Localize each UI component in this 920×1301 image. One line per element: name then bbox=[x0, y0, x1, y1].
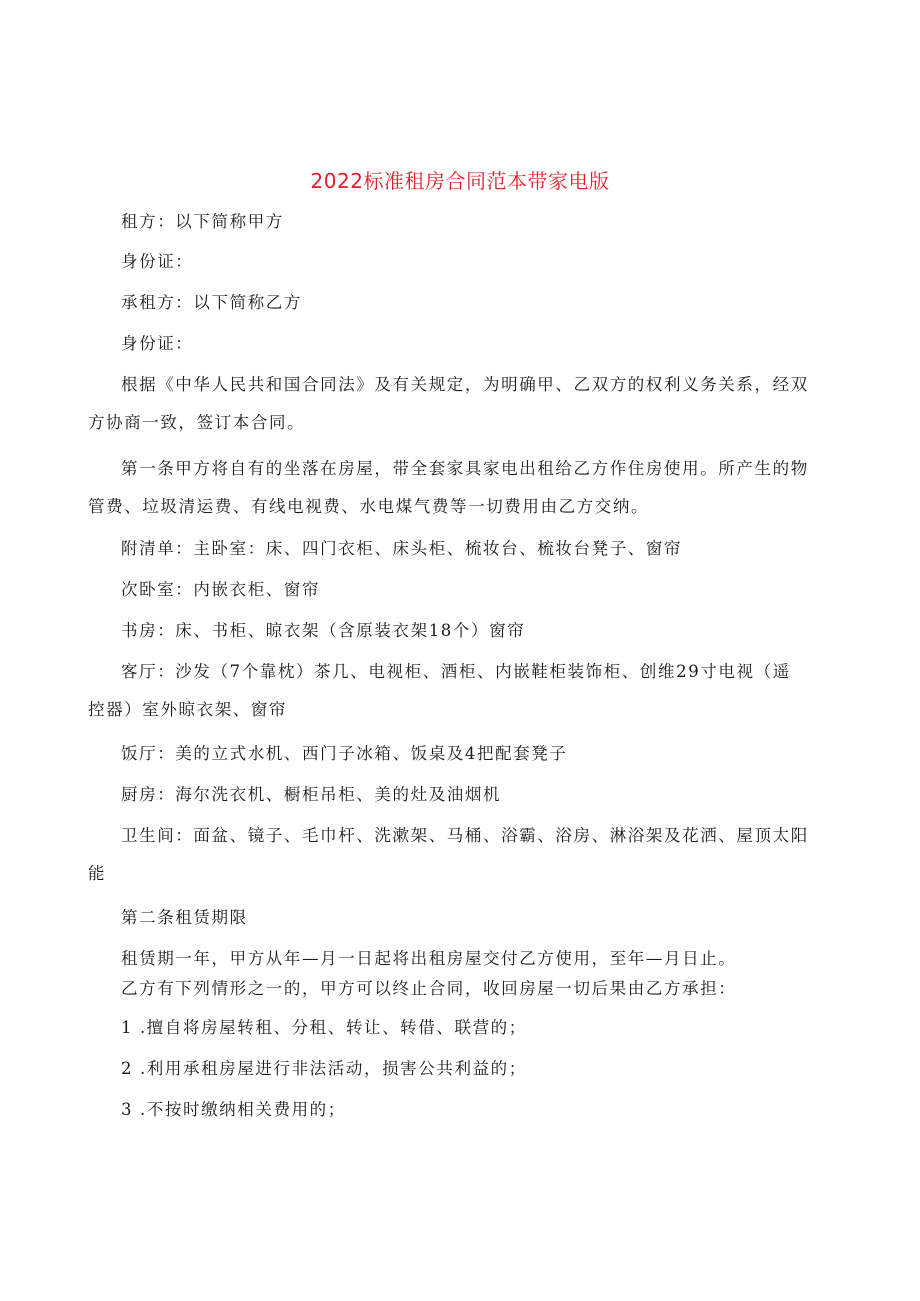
list-study bbox=[121, 612, 841, 650]
text-line: 租赁期一年，甲方从年—月一日起将出租房屋交付乙方使用，至年—月日止。 bbox=[121, 949, 737, 968]
text-line: 承租方：以下简称乙方 bbox=[121, 293, 302, 312]
list-bathroom bbox=[88, 817, 841, 893]
text-line: 身份证： bbox=[121, 252, 194, 271]
lessor-line bbox=[121, 203, 841, 241]
text-line: 厨房：海尔洗衣机、橱柜吊柜、美的灶及油烟机 bbox=[121, 785, 502, 804]
termination-item-1 bbox=[121, 1009, 841, 1047]
text-line: 控器）室外晾衣架、窗帘 bbox=[88, 700, 288, 719]
text-line: 3 .不按时缴纳相关费用的； bbox=[121, 1100, 346, 1119]
list-dining-room bbox=[121, 735, 841, 773]
text-line: 第二条租赁期限 bbox=[121, 908, 248, 927]
list-second-bedroom bbox=[121, 571, 841, 609]
text-line: 附清单：主卧室：床、四门衣柜、床头柜、梳妆台、梳妆台凳子、窗帘 bbox=[121, 539, 683, 558]
lessee-line bbox=[121, 284, 841, 322]
termination-item-3 bbox=[121, 1091, 841, 1129]
lessee-id-line bbox=[121, 325, 841, 363]
text-line: 身份证： bbox=[121, 334, 194, 353]
text-line: 方协商一致，签订本合同。 bbox=[88, 413, 306, 432]
article-1-paragraph bbox=[88, 450, 841, 526]
text-line: 1 .擅自将房屋转租、分租、转让、转借、联营的； bbox=[121, 1018, 527, 1037]
article-2-heading bbox=[121, 899, 841, 937]
text-line: 书房：床、书柜、晾衣架（含原装衣架18个）窗帘 bbox=[121, 621, 526, 640]
list-living-room bbox=[88, 653, 841, 729]
termination-item-2 bbox=[121, 1050, 841, 1088]
text-line: 根据《中华人民共和国合同法》及有关规定，为明确甲、乙双方的权利义务关系，经双 bbox=[121, 375, 809, 394]
text-line: 第一条甲方将自有的坐落在房屋，带全套家具家电出租给乙方作住房使用。所产生的物 bbox=[121, 459, 809, 478]
document-title: 2022标准租房合同范本带家电版 bbox=[310, 169, 610, 193]
text-line: 2 .利用承租房屋进行非法活动，损害公共利益的； bbox=[121, 1059, 527, 1078]
list-kitchen bbox=[121, 776, 841, 814]
text-line: 乙方有下列情形之一的，甲方可以终止合同，收回房屋一切后果由乙方承担： bbox=[121, 979, 737, 998]
text-line: 客厅：沙发（7个靠枕）茶几、电视柜、酒柜、内嵌鞋柜装饰柜、创维29寸电视（遥 bbox=[121, 662, 791, 681]
term-paragraph bbox=[121, 944, 841, 1004]
text-line: 饭厅：美的立式水机、西门子冰箱、饭桌及4把配套凳子 bbox=[121, 744, 568, 763]
text-line: 租方：以下简称甲方 bbox=[121, 212, 284, 231]
preamble-paragraph bbox=[88, 366, 841, 442]
text-line: 能 bbox=[88, 864, 107, 883]
text-line: 管费、垃圾清运费、有线电视费、水电煤气费等一切费用由乙方交纳。 bbox=[88, 497, 650, 516]
text-line: 卫生间：面盆、镜子、毛巾杆、洗漱架、马桶、浴霸、浴房、淋浴架及花洒、屋顶太阳 bbox=[121, 826, 809, 845]
text-line: 次卧室：内嵌衣柜、窗帘 bbox=[121, 580, 321, 599]
lessor-id-line bbox=[121, 243, 841, 281]
list-master-bedroom bbox=[121, 530, 841, 568]
